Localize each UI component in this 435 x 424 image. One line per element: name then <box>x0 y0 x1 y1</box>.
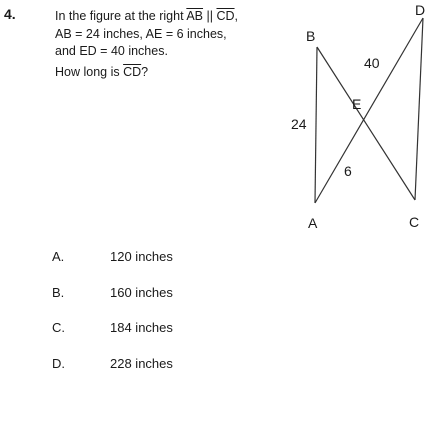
stem-line-3: and ED = 40 inches. <box>55 44 168 58</box>
choice-text: 160 inches <box>110 285 173 300</box>
stem-text: In the figure at the right <box>55 9 187 23</box>
choice-d[interactable] <box>52 355 173 373</box>
choice-text: 228 inches <box>110 356 173 371</box>
segment-cd-ask: $\overline{CD}$ <box>123 64 142 79</box>
ask-punctuation: ? <box>141 64 149 79</box>
label-b: B <box>306 28 316 44</box>
stem-line-2: AB = 24 inches, AE = 6 inches, <box>55 26 227 41</box>
length-ab: 24 <box>291 116 307 132</box>
ask-text: How long is <box>55 64 124 79</box>
choice-text: 120 inches <box>110 249 173 264</box>
choice-a[interactable] <box>52 248 173 266</box>
segment-cd: $\overline{CD}$ <box>216 9 235 23</box>
label-d: D <box>415 2 426 18</box>
label-a: A <box>308 215 318 231</box>
segment-ab: $\overline{AB}$ <box>186 9 204 23</box>
choice-letter: B. <box>52 285 65 300</box>
parallel-symbol: || <box>203 9 217 23</box>
label-c: C <box>409 214 420 230</box>
choice-c[interactable] <box>52 319 173 337</box>
label-e: E <box>352 96 362 112</box>
choice-b[interactable] <box>52 284 173 302</box>
choice-letter: A. <box>52 249 65 264</box>
length-ae: 6 <box>344 163 352 179</box>
choice-text: 184 inches <box>110 320 173 335</box>
choice-letter: C. <box>52 320 65 335</box>
choice-letter: D. <box>52 356 65 371</box>
stem-punctuation: , <box>234 9 239 23</box>
question-number: 4. <box>4 6 16 22</box>
length-ed: 40 <box>364 55 380 71</box>
